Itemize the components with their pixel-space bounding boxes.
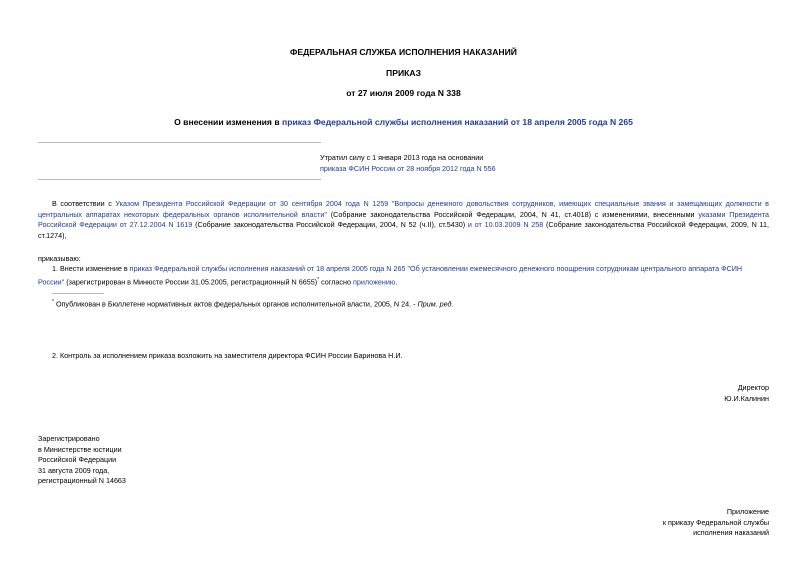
- agency-title: ФЕДЕРАЛЬНАЯ СЛУЖБА ИСПОЛНЕНИЯ НАКАЗАНИЙ: [290, 47, 517, 57]
- document-type: ПРИКАЗ: [386, 68, 421, 78]
- registration-line: в Министерстве юстиции: [38, 444, 122, 454]
- registration-block: [38, 434, 126, 487]
- item-1-text-3: согласно: [319, 276, 353, 286]
- preamble-text-2: (Собрание законодательства Российской Федерации, 2004, N 41, ст.4018) с изменениями, внесенными: [326, 209, 699, 219]
- decree-1259-link[interactable]: Указом Президента Российской Федерации от 30 сентября 2004 года N 1259 "Вопросы денежного довольствия сотрудников, имеющих специальные звания и замещающих должности в центральных аппаратах некоторых федеральных органов исполнительной власти": [38, 199, 769, 219]
- preamble-text-3: (Собрание законодательства Российской Федерации, 2004, N 52 (ч.II), ст.5430): [192, 220, 468, 230]
- registration-line: Российской Федерации: [38, 455, 117, 465]
- footnote: [52, 297, 454, 310]
- appendix-line: исполнения наказаний: [693, 528, 769, 538]
- decree-1619-link[interactable]: указами Президента Российской Федерации от 27.12.2004 N 1619: [38, 209, 769, 230]
- footnote-editor-note: Прим. ред.: [417, 299, 454, 309]
- status-note-line: Утратил силу с 1 января 2013 года на основании: [320, 153, 484, 162]
- status-note-link[interactable]: приказа ФСИН России от 28 ноября 2012 года N 556: [320, 163, 496, 173]
- footnote-marker: *: [52, 299, 54, 305]
- decree-258-link[interactable]: от 10.03.2009 N 258: [474, 220, 544, 230]
- signature-position: Директор: [737, 383, 769, 392]
- preamble-text-1: В соответствии с: [52, 199, 116, 208]
- registration-line: регистрационный N 14663: [38, 476, 126, 486]
- document-title: [0, 117, 807, 127]
- document-title-prefix: О внесении изменения в: [174, 117, 283, 127]
- document-title-link[interactable]: приказ Федеральной службы исполнения наказаний от 18 апреля 2005 года N 265: [282, 117, 633, 127]
- appendix-block: [663, 507, 769, 539]
- appendix-line: к приказу Федеральной службы: [662, 517, 769, 527]
- signature-name: Ю.И.Калинин: [724, 393, 769, 403]
- status-note: [320, 153, 496, 174]
- item-1-paragraph: [38, 264, 769, 288]
- order-265-link[interactable]: приказ Федеральной службы исполнения наказаний от 18 апреля 2005 года N 265 "Об установлении ежемесячного денежного поощрения сотрудникам центрального аппарата ФСИН России": [38, 264, 743, 286]
- footnote-ref: *: [317, 276, 320, 283]
- registration-line: 31 августа 2009 года,: [38, 465, 110, 475]
- preamble-text-5: (Собрание законодательства Российской Федерации, 2009, N 11, ст.1274),: [38, 220, 769, 240]
- status-top-rule: [38, 142, 321, 143]
- registration-line: Зарегистрировано: [38, 434, 100, 443]
- item-1-text-2: (зарегистрирован в Минюсте России 31.05.2005, регистрационный N 6655): [64, 276, 318, 286]
- item-1-text-4: .: [395, 276, 398, 286]
- document-date-number: от 27 июля 2009 года N 338: [346, 88, 461, 98]
- item-2-paragraph: 2. Контроль за исполнением приказа возложить на заместителя директора ФСИН России Баринова Н.И.: [52, 351, 403, 360]
- footnote-rule: [52, 293, 104, 294]
- footnote-text: Опубликован в Бюллетене нормативных актов федеральных органов исполнительной власти, 2005, N 24. -: [53, 299, 418, 309]
- signature-block: [724, 383, 769, 404]
- appendix-line: Приложение: [726, 507, 769, 516]
- appendix-link[interactable]: приложению: [352, 276, 396, 286]
- status-bottom-rule: [38, 179, 321, 180]
- order-word: приказываю:: [38, 254, 81, 263]
- preamble-paragraph: [38, 199, 769, 241]
- item-1-text-1: 1. Внести изменение в: [52, 264, 130, 273]
- and-link[interactable]: и: [467, 220, 472, 230]
